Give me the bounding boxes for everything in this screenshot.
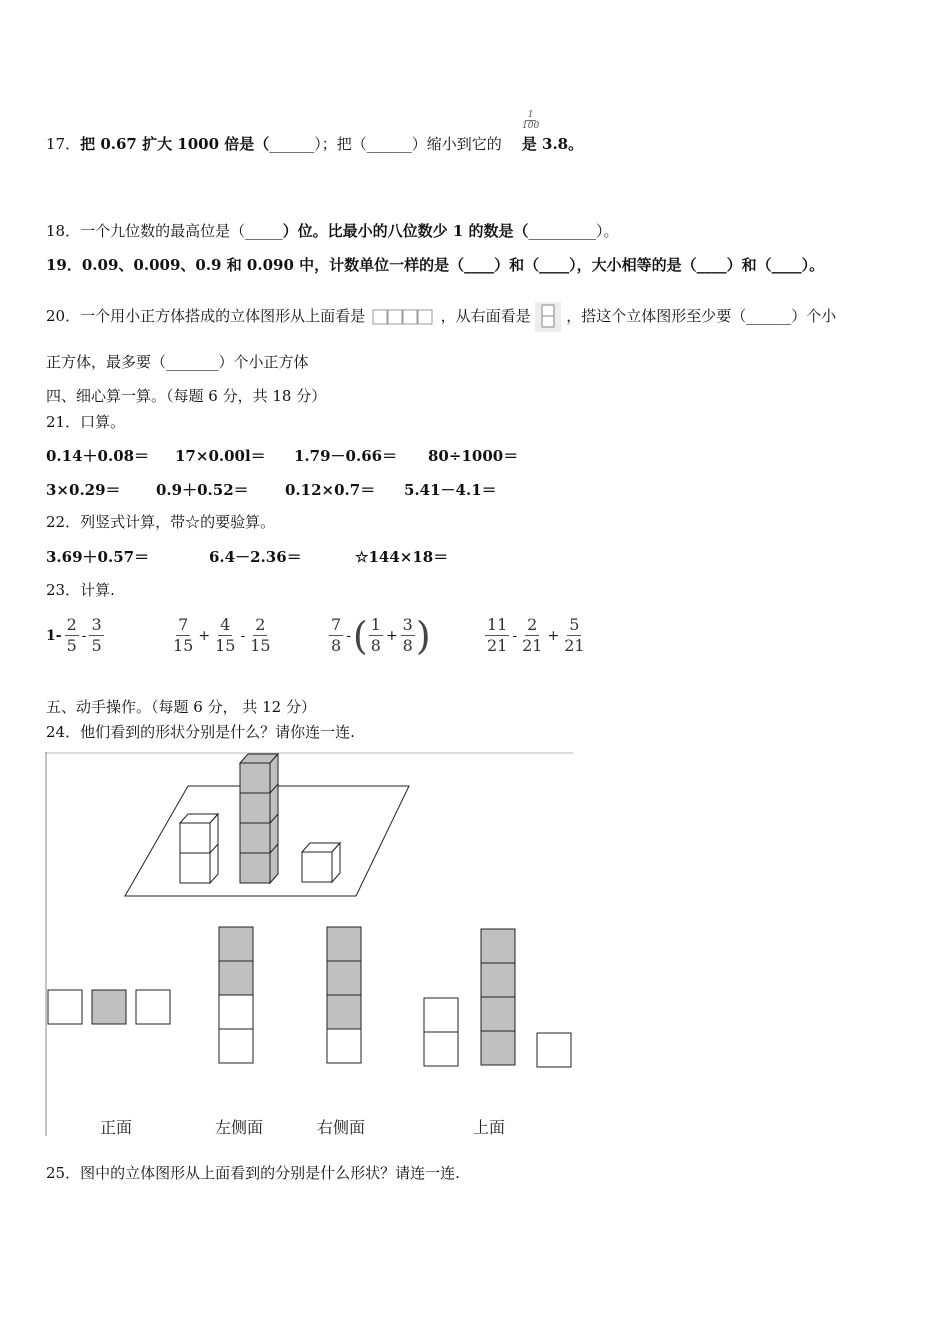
view4-mid-1 — [481, 929, 515, 963]
q20-text-d: 正方体，最多要（_______）个小正方体 — [46, 353, 309, 371]
label-front: 正面 — [100, 1118, 133, 1137]
q23-e4-op2: + — [547, 627, 560, 644]
q23-e3-f2-num: 1 — [370, 615, 381, 634]
q18-text-c: ）。 — [596, 222, 619, 240]
q23-e4-frac-3 — [562, 615, 586, 656]
view3-square-3 — [327, 995, 361, 1029]
q23-expr-1 — [46, 615, 105, 656]
q23-e4-op1: - — [512, 627, 518, 644]
q23-e4-frac-2 — [520, 615, 544, 656]
q23-e1-op1: - — [81, 627, 87, 644]
q23-e4-f3-den: 21 — [564, 636, 585, 655]
q23-e3-left-paren: ( — [352, 613, 368, 658]
cube-stack4-level-3 — [240, 793, 270, 823]
cube-stack4-level-4 — [240, 763, 270, 793]
q23-e2-f1-den: 15 — [173, 636, 194, 655]
q20-right-view-image — [535, 302, 561, 332]
q18-text-a: 一个九位数的最高位是（ — [80, 222, 246, 240]
view4-left-bottom — [424, 1032, 458, 1066]
q18-blank-a[interactable]: _____ — [245, 222, 283, 240]
q23-e3-f3-num: 3 — [402, 615, 413, 634]
q17-frac-den: 100 — [522, 121, 540, 131]
q23-e1-f1-num: 2 — [66, 615, 77, 634]
q22-item-2: 6.4－2.36＝ — [209, 548, 302, 566]
q24-title: 24．他们看到的形状分别是什么？请你连一连. — [46, 723, 355, 741]
q20-top-cell-1 — [373, 310, 387, 324]
q23-expr-3 — [328, 615, 431, 656]
q23-e2-frac-3 — [248, 615, 272, 656]
q21-r1-c4: 80÷1000＝ — [428, 447, 519, 465]
q20-number: 20． — [46, 307, 81, 325]
q23-e1-frac-2 — [89, 615, 103, 656]
q20-top-cell-4 — [418, 310, 432, 324]
cube-stack2-bottom-front — [180, 853, 210, 883]
cube-stack-gray-4 — [240, 754, 278, 883]
q19-number: 19． — [46, 256, 82, 274]
q23-e3-op2: + — [385, 627, 398, 644]
q23-e3-f3-den: 8 — [402, 636, 413, 655]
view3-square-4 — [327, 1029, 361, 1063]
cube-stack2-top-front — [180, 823, 210, 853]
view4-right — [537, 1033, 571, 1067]
q23-e2-op2: - — [240, 627, 246, 644]
q20-top-cell-3 — [403, 310, 417, 324]
q23-expr-2 — [170, 615, 274, 656]
q23-e1-f1-den: 5 — [66, 636, 77, 655]
cube-single-front — [302, 852, 332, 882]
q21-r2-c1: 3×0.29＝ — [46, 481, 121, 499]
q19-text: 0.09、0.009、0.9 和 0.090 中，计数单位一样的是（____）和（____），大小相等的是（____）和（____）。 — [81, 256, 825, 274]
q23-expr-4 — [484, 615, 588, 656]
q23-title: 23．计算. — [46, 581, 115, 599]
q17-text-b: ）；把（ — [314, 135, 367, 153]
q20-text-c: ，搭这个立体图形至少要（______）个小 — [566, 307, 837, 325]
q23-e2-op1: + — [198, 627, 211, 644]
view4-mid-4 — [481, 1031, 515, 1065]
q21-r2-c3: 0.12×0.7＝ — [285, 481, 376, 499]
q23-e4-frac-1 — [485, 615, 509, 656]
q20-top-view-image — [370, 306, 436, 328]
question-17 — [46, 134, 583, 154]
q23-e4-f3-num: 5 — [569, 615, 580, 634]
view-option-row-of-three — [48, 990, 170, 1024]
q20-text-b: ，从右面看是 — [440, 307, 531, 325]
q23-e2-frac-1 — [171, 615, 195, 656]
q21-r1-c2: 17×0.00l＝ — [175, 447, 266, 465]
q23-e4-f2-num: 2 — [527, 615, 538, 634]
cube-stack4-level-1 — [240, 853, 270, 883]
q23-e1-f2-den: 5 — [91, 636, 102, 655]
cube-single-white — [302, 843, 340, 882]
q23-e3-frac-3 — [401, 615, 415, 656]
section-4-title: 四、细心算一算。（每题 6 分，共 18 分） — [46, 387, 327, 405]
q23-e3-op1: - — [346, 627, 351, 644]
question-19 — [46, 255, 824, 275]
q23-e1-lead: 1- — [46, 627, 62, 644]
q18-text-b: ）位。比最小的八位数少 1 的数是（ — [282, 222, 529, 240]
q17-text-a: 把 0.67 扩大 1000 倍是（ — [80, 135, 270, 153]
view-option-column-a — [219, 927, 253, 1063]
q23-e4-f1-den: 21 — [487, 636, 508, 655]
q22-item-3: ☆144×18＝ — [355, 548, 449, 566]
section-5-title: 五、动手操作。（每题 6 分， 共 12 分） — [46, 698, 316, 716]
q23-e3-f1-den: 8 — [331, 636, 342, 655]
q24-figure — [45, 752, 575, 1142]
q17-blank-a[interactable]: ______ — [269, 135, 315, 153]
q17-text-d: 是 3.8。 — [521, 135, 584, 153]
view4-left-top — [424, 998, 458, 1032]
view4-mid-3 — [481, 997, 515, 1031]
view3-square-2 — [327, 961, 361, 995]
q23-e2-f3-num: 2 — [255, 615, 266, 634]
view1-square-3 — [136, 990, 170, 1024]
q17-frac-num: 1 — [525, 110, 537, 121]
q21-r1-c3: 1.79－0.66＝ — [294, 447, 398, 465]
label-top: 上面 — [473, 1118, 506, 1137]
q18-number: 18． — [46, 222, 81, 240]
q25-title: 25．图中的立体图形从上面看到的分别是什么形状？请连一连. — [46, 1164, 460, 1182]
view2-square-2 — [219, 961, 253, 995]
q20-right-cell-2 — [542, 316, 554, 327]
q21-r2-c2: 0.9＋0.52＝ — [156, 481, 249, 499]
q21-r1-c1: 0.14＋0.08＝ — [46, 447, 150, 465]
view3-square-1 — [327, 927, 361, 961]
q17-fraction — [522, 110, 539, 131]
q17-text-c: ）缩小到它的 — [411, 135, 502, 153]
q21-title: 21．口算。 — [46, 413, 126, 431]
q22-title: 22．列竖式计算，带☆的要验算。 — [46, 513, 276, 531]
view2-square-4 — [219, 1029, 253, 1063]
q23-e3-f1-num: 7 — [331, 615, 342, 634]
question-18 — [46, 221, 619, 241]
view1-square-2 — [92, 990, 126, 1024]
q23-e2-f2-num: 4 — [220, 615, 231, 634]
view-option-mixed — [424, 929, 571, 1067]
q23-e3-f2-den: 8 — [370, 636, 381, 655]
view2-square-1 — [219, 927, 253, 961]
q23-e3-frac-1 — [329, 615, 343, 656]
q21-r2-c4: 5.41－4.1＝ — [404, 481, 497, 499]
q23-e4-f2-den: 21 — [522, 636, 543, 655]
q20-right-cell-1 — [542, 305, 554, 316]
q23-e1-f2-num: 3 — [91, 615, 102, 634]
q23-e2-f3-den: 15 — [250, 636, 271, 655]
label-left-side: 左侧面 — [215, 1118, 264, 1137]
q23-e4-f1-num: 11 — [487, 615, 508, 634]
question-20 — [46, 302, 836, 332]
view1-square-1 — [48, 990, 82, 1024]
view4-mid-2 — [481, 963, 515, 997]
view-option-column-b — [327, 927, 361, 1063]
q17-blank-b[interactable]: ______ — [366, 135, 412, 153]
cube-stack-white-2 — [180, 814, 218, 883]
q20-text-a: 一个用小正方体搭成的立体图形从上面看是 — [80, 307, 366, 325]
q23-e3-frac-2 — [369, 615, 383, 656]
q23-e2-frac-2 — [213, 615, 237, 656]
q17-number: 17． — [46, 135, 81, 153]
q23-e3-right-paren: ) — [415, 613, 431, 658]
q23-e1-frac-1 — [65, 615, 79, 656]
q23-e2-f1-num: 7 — [178, 615, 189, 634]
cube-stack4-level-2 — [240, 823, 270, 853]
view2-square-3 — [219, 995, 253, 1029]
q18-blank-b[interactable]: _________ — [528, 222, 596, 240]
q23-e2-f2-den: 15 — [215, 636, 236, 655]
q22-item-1: 3.69＋0.57＝ — [46, 548, 150, 566]
question-20-cont — [46, 352, 309, 372]
label-right-side: 右侧面 — [317, 1118, 366, 1137]
q20-top-cell-2 — [388, 310, 402, 324]
